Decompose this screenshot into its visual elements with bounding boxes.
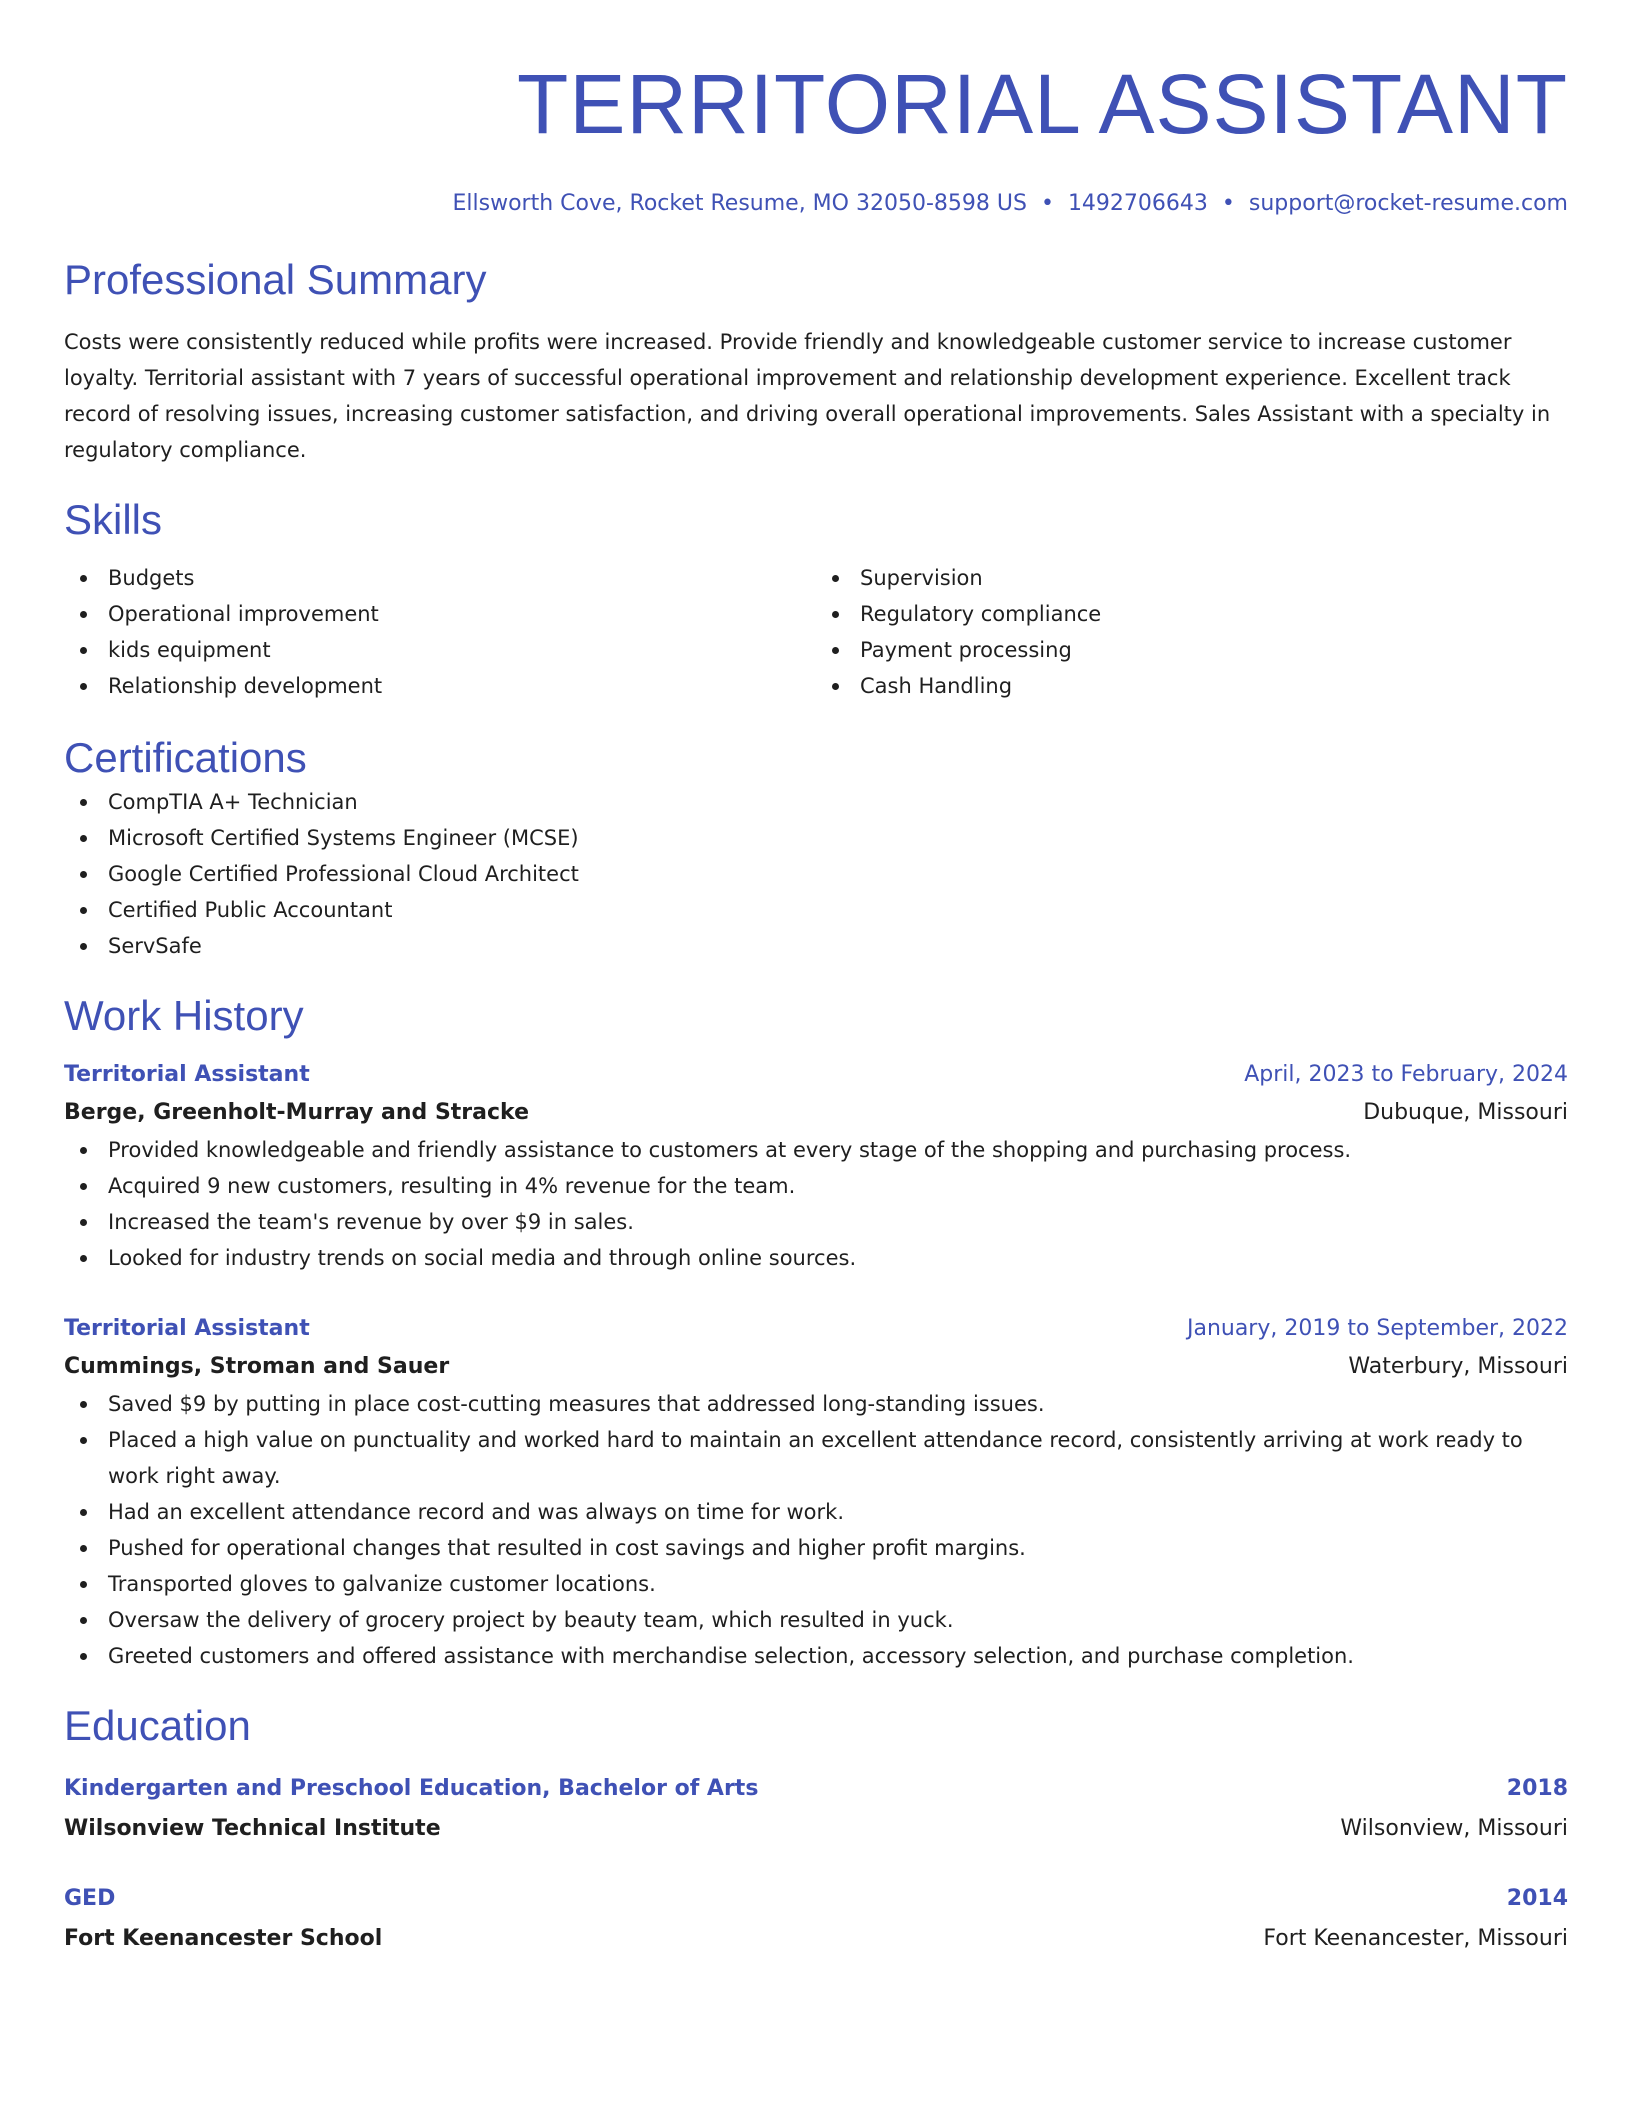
- employer-name: Cummings, Stroman and Sauer: [64, 1354, 450, 1379]
- degree-name: GED: [64, 1886, 116, 1911]
- job-bullet: Saved $9 by putting in place cost-cutting measures that addressed long-standing issues.: [64, 1386, 1568, 1422]
- skills-column-right: [816, 560, 1568, 704]
- degree-name: Kindergarten and Preschool Education, Bachelor of Arts: [64, 1776, 759, 1801]
- school-location: Fort Keenancester, Missouri: [1263, 1926, 1568, 1951]
- job-bullet: Placed a high value on punctuality and worked hard to maintain an excellent attendance record, consistently arriving at work ready to work right away.: [64, 1422, 1568, 1494]
- graduation-year: 2014: [1506, 1886, 1568, 1911]
- section-title-certifications: Certifications: [64, 734, 307, 781]
- contact-separator: •: [1221, 191, 1235, 216]
- address-text: Ellsworth Cove, Rocket Resume, MO 32050-8598 US: [452, 191, 1027, 216]
- skills-section: [64, 494, 1568, 704]
- skill-item: kids equipment: [64, 632, 816, 668]
- job-title: Territorial Assistant: [64, 1062, 310, 1087]
- job-entry: [64, 1310, 1568, 1674]
- job-bullet: Provided knowledgeable and friendly assistance to customers at every stage of the shopping and purchasing process.: [64, 1132, 1568, 1168]
- education-entry: [64, 1880, 1568, 1960]
- job-bullet: Looked for industry trends on social media and through online sources.: [64, 1240, 1568, 1276]
- resume-header: [64, 56, 1568, 220]
- skill-item: Regulatory compliance: [816, 596, 1568, 632]
- employer-name: Berge, Greenholt-Murray and Stracke: [64, 1100, 529, 1125]
- job-dates: January, 2019 to September, 2022: [1186, 1316, 1568, 1341]
- skill-item: Cash Handling: [816, 668, 1568, 704]
- job-bullet: Pushed for operational changes that resulted in cost savings and higher profit margins.: [64, 1530, 1568, 1566]
- certification-item: Certified Public Accountant: [64, 892, 1568, 928]
- skills-list: [816, 560, 1568, 704]
- work-history-section: [64, 990, 1568, 1674]
- job-title-row: [64, 1056, 1568, 1094]
- job-location: Waterbury, Missouri: [1348, 1354, 1568, 1379]
- job-employer-row: [64, 1348, 1568, 1386]
- skills-list: [64, 560, 816, 704]
- education-entry: [64, 1770, 1568, 1850]
- job-bullet: Greeted customers and offered assistance with merchandise selection, accessory selection, and purchase completion.: [64, 1638, 1568, 1674]
- skill-item: Operational improvement: [64, 596, 816, 632]
- job-bullets: [64, 1132, 1568, 1276]
- contact-line: [64, 188, 1568, 220]
- job-bullet: Transported gloves to galvanize customer locations.: [64, 1566, 1568, 1602]
- job-bullet: Increased the team's revenue by over $9 in sales.: [64, 1204, 1568, 1240]
- certification-item: ServSafe: [64, 928, 1568, 964]
- section-title-skills: Skills: [64, 496, 163, 543]
- school-location: Wilsonview, Missouri: [1340, 1816, 1568, 1841]
- job-bullet: Acquired 9 new customers, resulting in 4% revenue for the team.: [64, 1168, 1568, 1204]
- skill-item: Budgets: [64, 560, 816, 596]
- section-title-education: Education: [64, 1702, 251, 1749]
- school-name: Fort Keenancester School: [64, 1926, 383, 1951]
- summary-text: Costs were consistently reduced while profits were increased. Provide friendly and knowledgeable customer service to increase customer loyalty. Territorial assistant with 7 years of successful operational improvement and relationship development experience. Excellent track record of resolving issues, increasing customer satisfaction, and driving overall operational improvements. Sales Assistant with a specialty in regulatory compliance.: [64, 330, 1551, 462]
- job-location: Dubuque, Missouri: [1363, 1100, 1568, 1125]
- job-title: Territorial Assistant: [64, 1316, 310, 1341]
- certification-item: CompTIA A+ Technician: [64, 784, 1568, 820]
- education-school-row: [64, 1808, 1568, 1850]
- phone-text: 1492706643: [1067, 191, 1208, 216]
- section-title-work-history: Work History: [64, 992, 304, 1039]
- section-title-summary: Professional Summary: [64, 256, 487, 303]
- certification-item: Google Certified Professional Cloud Architect: [64, 856, 1568, 892]
- job-employer-row: [64, 1094, 1568, 1132]
- job-bullet: Had an excellent attendance record and was always on time for work.: [64, 1494, 1568, 1530]
- job-entry: [64, 1056, 1568, 1276]
- professional-summary-section: [64, 254, 1568, 468]
- job-dates: April, 2023 to February, 2024: [1244, 1062, 1568, 1087]
- candidate-name: TERRITORIAL ASSISTANT: [517, 57, 1568, 151]
- skill-item: Relationship development: [64, 668, 816, 704]
- certifications-section: [64, 732, 1568, 964]
- email-link[interactable]: support@rocket-resume.com: [1248, 191, 1568, 216]
- skill-item: Supervision: [816, 560, 1568, 596]
- school-name: Wilsonview Technical Institute: [64, 1816, 441, 1841]
- skills-columns: [64, 560, 1568, 704]
- skills-column-left: [64, 560, 816, 704]
- job-bullets: [64, 1386, 1568, 1674]
- education-section: [64, 1700, 1568, 1960]
- education-degree-row: [64, 1770, 1568, 1808]
- graduation-year: 2018: [1506, 1776, 1568, 1801]
- job-bullet: Oversaw the delivery of grocery project by beauty team, which resulted in yuck.: [64, 1602, 1568, 1638]
- contact-separator: •: [1040, 191, 1054, 216]
- certifications-list: [64, 784, 1568, 964]
- education-school-row: [64, 1918, 1568, 1960]
- certification-item: Microsoft Certified Systems Engineer (MCSE): [64, 820, 1568, 856]
- education-degree-row: [64, 1880, 1568, 1918]
- skill-item: Payment processing: [816, 632, 1568, 668]
- job-title-row: [64, 1310, 1568, 1348]
